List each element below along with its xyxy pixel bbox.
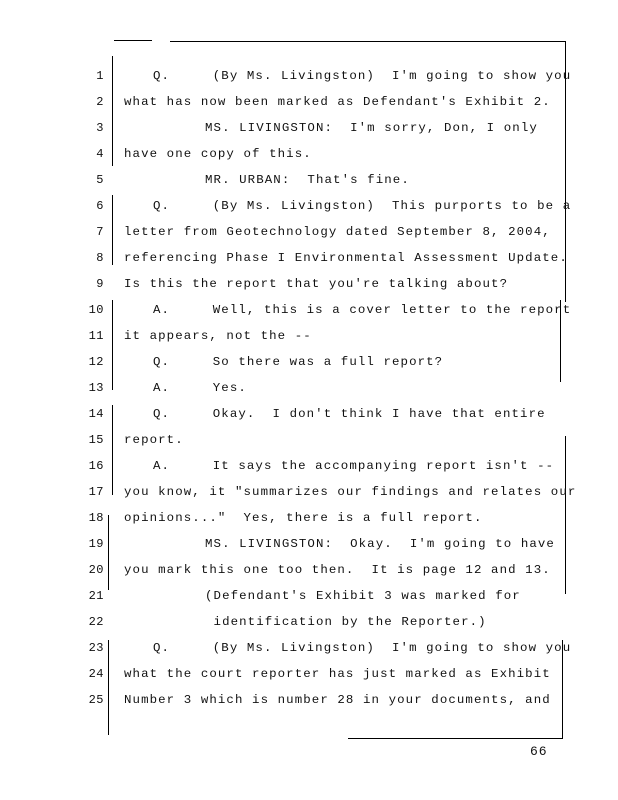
line-text: A. Well, this is a cover letter to the report — [153, 303, 572, 317]
transcript-line — [0, 248, 618, 268]
transcript-line — [0, 508, 618, 528]
line-number: 22 — [88, 615, 104, 629]
line-text: MR. URBAN: That's fine. — [205, 173, 410, 187]
transcript-line — [0, 170, 618, 190]
transcript-line — [0, 456, 618, 476]
line-number: 15 — [88, 433, 104, 447]
line-number: 18 — [88, 511, 104, 525]
line-number: 8 — [96, 251, 104, 265]
transcript-line — [0, 300, 618, 320]
line-number: 6 — [96, 199, 104, 213]
line-number: 7 — [96, 225, 104, 239]
line-text: Q. So there was a full report? — [153, 355, 444, 369]
transcript-line — [0, 222, 618, 242]
line-text: Q. (By Ms. Livingston) I'm going to show you — [153, 69, 572, 83]
line-number: 5 — [96, 173, 104, 187]
line-number: 12 — [88, 355, 104, 369]
line-number: 17 — [88, 485, 104, 499]
line-text: referencing Phase I Environmental Assessment Update. — [124, 251, 568, 265]
line-number: 9 — [96, 277, 104, 291]
transcript-line — [0, 144, 618, 164]
top-rule — [170, 41, 566, 42]
line-text: report. — [124, 433, 184, 447]
line-text: A. It says the accompanying report isn't -- — [153, 459, 555, 473]
transcript-line — [0, 638, 618, 658]
page-number: 66 — [530, 744, 548, 759]
line-number: 21 — [88, 589, 104, 603]
line-number: 2 — [96, 95, 104, 109]
bottom-rule — [348, 738, 563, 739]
line-number: 4 — [96, 147, 104, 161]
line-number: 16 — [88, 459, 104, 473]
transcript-line — [0, 690, 618, 710]
line-number: 13 — [88, 381, 104, 395]
line-number: 10 — [88, 303, 104, 317]
line-text: identification by the Reporter.) — [205, 615, 487, 629]
transcript-line — [0, 196, 618, 216]
transcript-line — [0, 534, 618, 554]
transcript-line — [0, 274, 618, 294]
line-text: Q. Okay. I don't think I have that entire — [153, 407, 546, 421]
transcript-line — [0, 560, 618, 580]
line-text: you mark this one too then. It is page 12 and 13. — [124, 563, 551, 577]
transcript-line — [0, 586, 618, 606]
line-text: MS. LIVINGSTON: Okay. I'm going to have — [205, 537, 555, 551]
transcript-line — [0, 482, 618, 502]
transcript-line — [0, 378, 618, 398]
line-text: Is this the report that you're talking about? — [124, 277, 509, 291]
line-text: Q. (By Ms. Livingston) This purports to be a — [153, 199, 572, 213]
line-number: 19 — [88, 537, 104, 551]
line-number: 3 — [96, 121, 104, 135]
line-text: what the court reporter has just marked as Exhibit — [124, 667, 551, 681]
transcript-line — [0, 92, 618, 112]
line-text: Number 3 which is number 28 in your documents, and — [124, 693, 551, 707]
line-number: 14 — [88, 407, 104, 421]
transcript-line — [0, 430, 618, 450]
line-text: it appears, not the -- — [124, 329, 312, 343]
line-number: 20 — [88, 563, 104, 577]
line-number: 25 — [88, 693, 104, 707]
line-text: have one copy of this. — [124, 147, 312, 161]
line-number: 23 — [88, 641, 104, 655]
line-text: (Defendant's Exhibit 3 was marked for — [205, 589, 521, 603]
line-text: A. Yes. — [153, 381, 247, 395]
top-left-rule — [114, 40, 152, 41]
line-text: Q. (By Ms. Livingston) I'm going to show you — [153, 641, 572, 655]
transcript-line — [0, 612, 618, 632]
transcript-line — [0, 404, 618, 424]
line-number: 11 — [88, 329, 104, 343]
line-text: letter from Geotechnology dated September 8, 2004, — [124, 225, 551, 239]
line-text: opinions..." Yes, there is a full report. — [124, 511, 483, 525]
transcript-line — [0, 664, 618, 684]
transcript-line — [0, 326, 618, 346]
transcript-line — [0, 118, 618, 138]
transcript-line — [0, 66, 618, 86]
line-text: what has now been marked as Defendant's Exhibit 2. — [124, 95, 551, 109]
line-text: you know, it "summarizes our findings and relates our — [124, 485, 577, 499]
line-number: 24 — [88, 667, 104, 681]
transcript-line — [0, 352, 618, 372]
line-number: 1 — [96, 69, 104, 83]
line-text: MS. LIVINGSTON: I'm sorry, Don, I only — [205, 121, 538, 135]
